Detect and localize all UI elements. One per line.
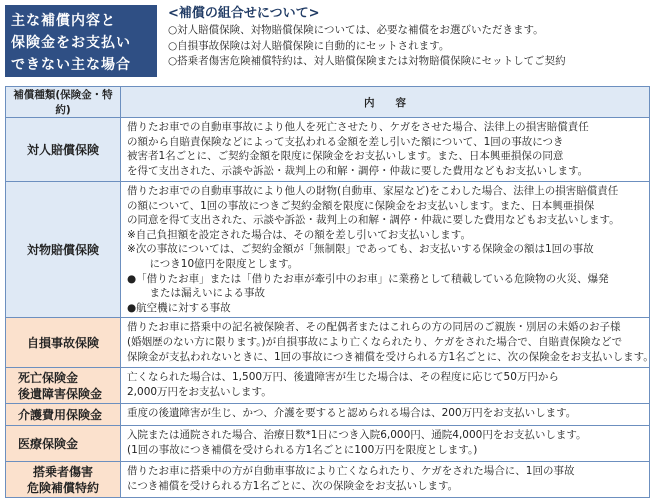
description-cell — [121, 462, 650, 498]
description-cell — [121, 318, 654, 368]
category-cell — [6, 368, 121, 404]
table-header-row — [6, 87, 650, 118]
column-header-type: 補償種類(保険金・特約) — [6, 87, 121, 118]
coverage-table — [5, 86, 654, 498]
description-line: につき補償を受けられる方1名ごとに、次の保険金をお支払いします。 — [127, 479, 459, 492]
description-line: 亡くなられた場合は、1,500万円、後遺障害が生じた場合は、その程度に応じて50万円から — [127, 371, 559, 384]
description-line: 借りたお車に搭乗中の方が自動車事故により亡くなられたり、ケガをされた場合に、1回の事故 — [127, 465, 575, 478]
table-row — [6, 426, 650, 462]
note-line: ○搭乗者傷害危険補償特約は、対人賠償保険または対物賠償保険にセットしてご契約 — [168, 55, 566, 67]
category-line: 死亡保険金 — [18, 370, 79, 385]
category-cell: 対人賠償保険 — [6, 118, 121, 182]
description-line: ●航空機に対する事故 — [127, 301, 231, 314]
description-line: 借りたお車での自動車事故により他人を死亡させたり、ケガをさせた場合、法律上の損害賠償責任 — [127, 121, 589, 133]
description-line: 保険金が支払われないときに、1回の事故につき補償を受けられる方1名ごとに、次の保険金をお支払いします。 — [127, 350, 654, 363]
description-line: 入院または通院された場合、治療日数*1日につき入院6,000円、通院4,000円をお支払いします。 — [127, 429, 587, 442]
note-line: ○自損事故保険は対人賠償保険に自動的にセットされます。 — [168, 39, 450, 52]
description-line: (婚姻歴のない方に限ります。)が自損事故により亡くなられたり、ケガをされた場合で、自賠責保険などで — [127, 335, 623, 348]
description-line: または漏えいによる事故 — [139, 287, 265, 300]
notes-heading: <補償の組合せについて> — [168, 6, 320, 21]
category-cell: 医療保険金 — [6, 426, 121, 462]
category-line: 危険補償特約 — [26, 480, 99, 495]
description-line: 借りたお車での自動車事故により他人の財物(自動車、家屋など)をこわした場合、法律上の損害賠償責任 — [127, 185, 619, 197]
column-header-content: 内 容 — [121, 87, 650, 118]
description-cell — [121, 404, 650, 426]
table-row — [6, 404, 650, 426]
title-line: 保険金をお支払い — [11, 35, 131, 51]
description-line: ●「借りたお車」または「借りたお車が牽引中のお車」に業務として積載している危険物の火災、爆発 — [127, 272, 609, 285]
category-cell — [6, 462, 121, 498]
category-cell: 介護費用保険金 — [6, 404, 121, 426]
description-line: につき10億円を限度とします。 — [139, 257, 299, 270]
description-line: 重度の後遺障害が生じ、かつ、介護を要すると認められる場合は、200万円をお支払いします。 — [127, 407, 577, 420]
description-line: の同意を得て支出された、示談や訴訟・裁判上の和解・調停・仲裁に要した費用などもお支払いします。 — [127, 214, 620, 227]
table-row — [6, 368, 650, 404]
description-line: 借りたお車に搭乗中の記名被保険者、その配偶者またはこれらの方の同居のご親族・別居の未婚のお子様 — [127, 321, 621, 334]
description-line: の額について、1回の事故につきご契約金額を限度に保険金をお支払いします。また、日本興亜損保 — [127, 199, 595, 212]
table-row — [6, 318, 650, 368]
title-line: できない主な場合 — [11, 57, 131, 73]
description-line: ※自己負担額を設定された場合は、その額を差し引いてお支払いします。 — [127, 228, 471, 241]
description-cell — [121, 426, 650, 462]
description-line: 被害者1名ごとに、ご契約金額を限度に保険金をお支払いします。また、日本興亜損保の同意 — [127, 150, 564, 163]
description-line: ※次の事故については、ご契約金額が「無制限」であっても、お支払いする保険金の額は1回の事故 — [127, 243, 594, 256]
description-cell — [121, 368, 650, 404]
category-line: 搭乗者傷害 — [32, 464, 93, 479]
description-cell — [121, 118, 650, 182]
description-line: を得て支出された、示談や訴訟・裁判上の和解・調停・仲裁に要した費用などもお支払いします。 — [127, 164, 589, 177]
title-line: 主な補償内容と — [11, 13, 116, 29]
description-cell — [121, 182, 650, 318]
table-row — [6, 118, 650, 182]
table-row — [6, 182, 650, 318]
category-line: 後遺障害保険金 — [18, 386, 103, 401]
category-cell: 自損事故保険 — [6, 318, 121, 368]
description-line: 2,000万円をお支払いします。 — [127, 385, 272, 398]
category-cell: 対物賠償保険 — [6, 182, 121, 318]
combination-notes — [168, 4, 648, 70]
note-line: ○対人賠償保険、対物賠償保険については、必要な補償をお選びいただきます。 — [168, 24, 544, 36]
table-row — [6, 462, 650, 498]
description-line: (1回の事故につき補償を受けられる方1名ごとに100万円を限度とします。) — [127, 443, 478, 456]
section-title — [5, 5, 157, 77]
description-line: の額から自賠責保険などによって支払われる金額を差し引いた額について、1回の事故につき — [127, 135, 564, 148]
